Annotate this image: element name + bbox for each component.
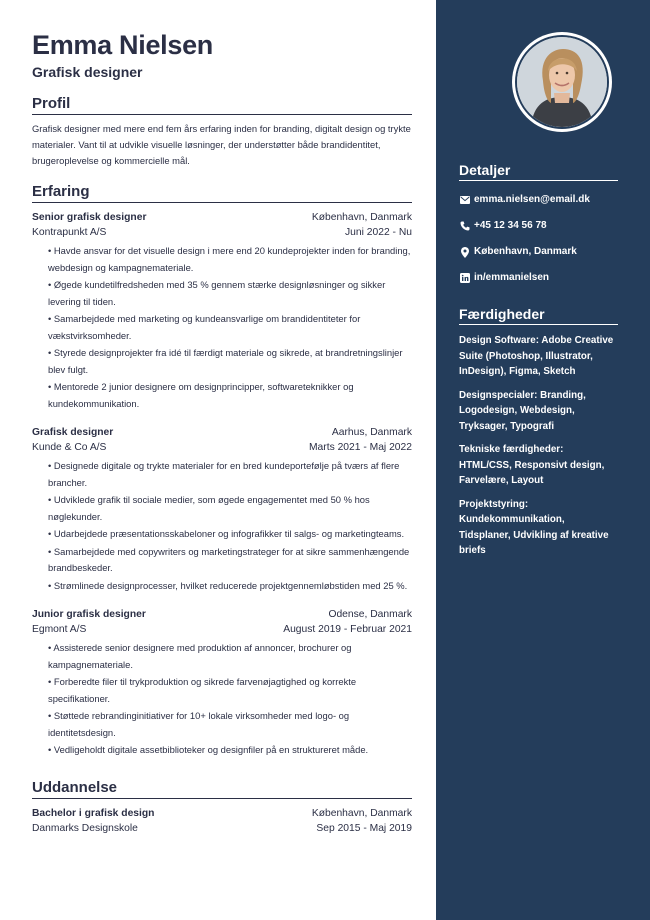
profile-section: [32, 95, 412, 169]
mail-icon: [459, 195, 470, 206]
experience-section: [32, 183, 412, 759]
candidate-name: Emma Nielsen: [32, 30, 213, 60]
education-degree: Bachelor i grafisk design: [32, 807, 155, 819]
section-title-experience: Erfaring: [32, 183, 412, 203]
job-bullet: • Øgede kundetilfredsheden med 35 % gennem stærke designløsninger og sikker levering til tiden.: [48, 277, 412, 310]
job-bullet: • Vedligeholdt digitale assetbiblioteker og designfiler på en struktureret måde.: [48, 742, 412, 759]
portrait-illustration: [517, 37, 607, 127]
job-bullets: [32, 640, 412, 759]
contact-email[interactable]: [459, 193, 618, 207]
contact-city-text: København, Danmark: [474, 246, 577, 257]
job-company: Kontrapunkt A/S: [32, 227, 107, 238]
contact-linkedin[interactable]: [459, 271, 618, 285]
education-entry: [32, 806, 412, 836]
linkedin-icon: [459, 273, 470, 284]
job-title: Junior grafisk designer: [32, 609, 146, 620]
candidate-role: Grafisk designer: [32, 64, 143, 80]
education-location: København, Danmark: [311, 807, 412, 819]
skills-section: [459, 305, 618, 559]
job-bullet: • Samarbejdede med marketing og kundeansvarlige om brandidentiteter for vækstvirksomheder.: [48, 311, 412, 344]
contact-email-text: emma.nielsen@email.dk: [474, 194, 590, 205]
profile-text: Grafisk designer med mere end fem års erfaring inden for branding, digitalt design og trykte materialer. Vant til at udvikle visuelle løsninger, der understøtter både brandidentitet, brugeroplevelse og kommercielle mål.: [32, 123, 411, 166]
job-bullet: • Udarbejdede præsentationsskabeloner og infografikker til salgs- og marketingteams.: [48, 526, 412, 543]
job-bullet: • Havde ansvar for det visuelle design i mere end 20 kundeprojekter inden for branding, webdesign og kampagnemateriale.: [48, 243, 412, 276]
profile-photo-frame: [512, 32, 612, 132]
details-section: [459, 161, 618, 285]
education-dates: Sep 2015 - Maj 2019: [316, 822, 412, 834]
sidebar: [436, 0, 650, 920]
phone-icon: [459, 221, 470, 232]
job-company: Kunde & Co A/S: [32, 442, 107, 453]
profile-photo: [515, 35, 609, 129]
education-school: Danmarks Designskole: [32, 822, 138, 834]
job-company: Egmont A/S: [32, 624, 87, 635]
contact-linkedin-text: in/emmanielsen: [474, 272, 550, 283]
contact-phone-text: +45 12 34 56 78: [474, 220, 547, 231]
job-bullets: [32, 243, 412, 412]
job-bullet: • Styrede designprojekter fra idé til færdigt materiale og sikrede, at brandretningslinjer blev fulgt.: [48, 345, 412, 378]
job-bullet: • Støttede rebrandinginitiativer for 10+ lokale virksomheder med logo- og identitetsdesign.: [48, 708, 412, 741]
section-title-profile: Profil: [32, 95, 412, 115]
contact-phone[interactable]: [459, 219, 618, 233]
section-title-education: Uddannelse: [32, 779, 412, 799]
job-bullet: • Samarbejdede med copywriters og marketingstrateger for at sikre sammenhængende brandbeskeder.: [48, 544, 412, 577]
job-entry: [32, 210, 412, 412]
job-bullet: • Designede digitale og trykte materialer for en bred kundeportefølje på tværs af flere brancher.: [48, 458, 412, 491]
job-bullet: • Udviklede grafik til sociale medier, som øgede engagementet med 50 % hos nøglekunder.: [48, 492, 412, 525]
job-dates: August 2019 - Februar 2021: [283, 624, 412, 635]
skill-item: Design Software: Adobe Creative Suite (Photoshop, Illustrator, InDesign), Figma, Sketch: [459, 335, 614, 377]
job-entry: [32, 425, 412, 594]
job-title: Senior grafisk designer: [32, 212, 147, 223]
education-section: [32, 779, 412, 836]
section-title-skills: Færdigheder: [459, 305, 618, 325]
job-entry: [32, 607, 412, 759]
job-bullet: • Forberedte filer til trykproduktion og sikrede farvenøjagtighed og korrekte specifikationer.: [48, 674, 412, 707]
skill-item: Designspecialer: Branding, Logodesign, Webdesign, Tryksager, Typografi: [459, 389, 586, 432]
job-bullet: • Assisterede senior designere med produktion af annoncer, brochurer og kampagnemateriale.: [48, 640, 412, 673]
job-location: Odense, Danmark: [328, 609, 412, 620]
job-bullet: • Mentorede 2 junior designere om designprincipper, softwareteknikker og kundekommunikation.: [48, 379, 412, 412]
skill-item: Projektstyring: Kundekommunikation, Tidsplaner, Udvikling af kreative briefs: [459, 498, 609, 556]
job-location: Aarhus, Danmark: [331, 427, 412, 438]
job-title: Grafisk designer: [32, 427, 114, 438]
job-dates: Marts 2021 - Maj 2022: [308, 442, 412, 453]
job-location: København, Danmark: [311, 212, 412, 223]
location-pin-icon: [459, 247, 470, 258]
section-title-details: Detaljer: [459, 161, 618, 181]
contact-city: [459, 245, 618, 259]
job-dates: Juni 2022 - Nu: [345, 227, 412, 238]
job-bullet: • Strømlinede designprocesser, hvilket reducerede projektgennemløbstiden med 25 %.: [48, 578, 412, 595]
job-bullets: [32, 458, 412, 594]
skill-item: Tekniske færdigheder: HTML/CSS, Responsivt design, Farvelære, Layout: [459, 444, 605, 486]
